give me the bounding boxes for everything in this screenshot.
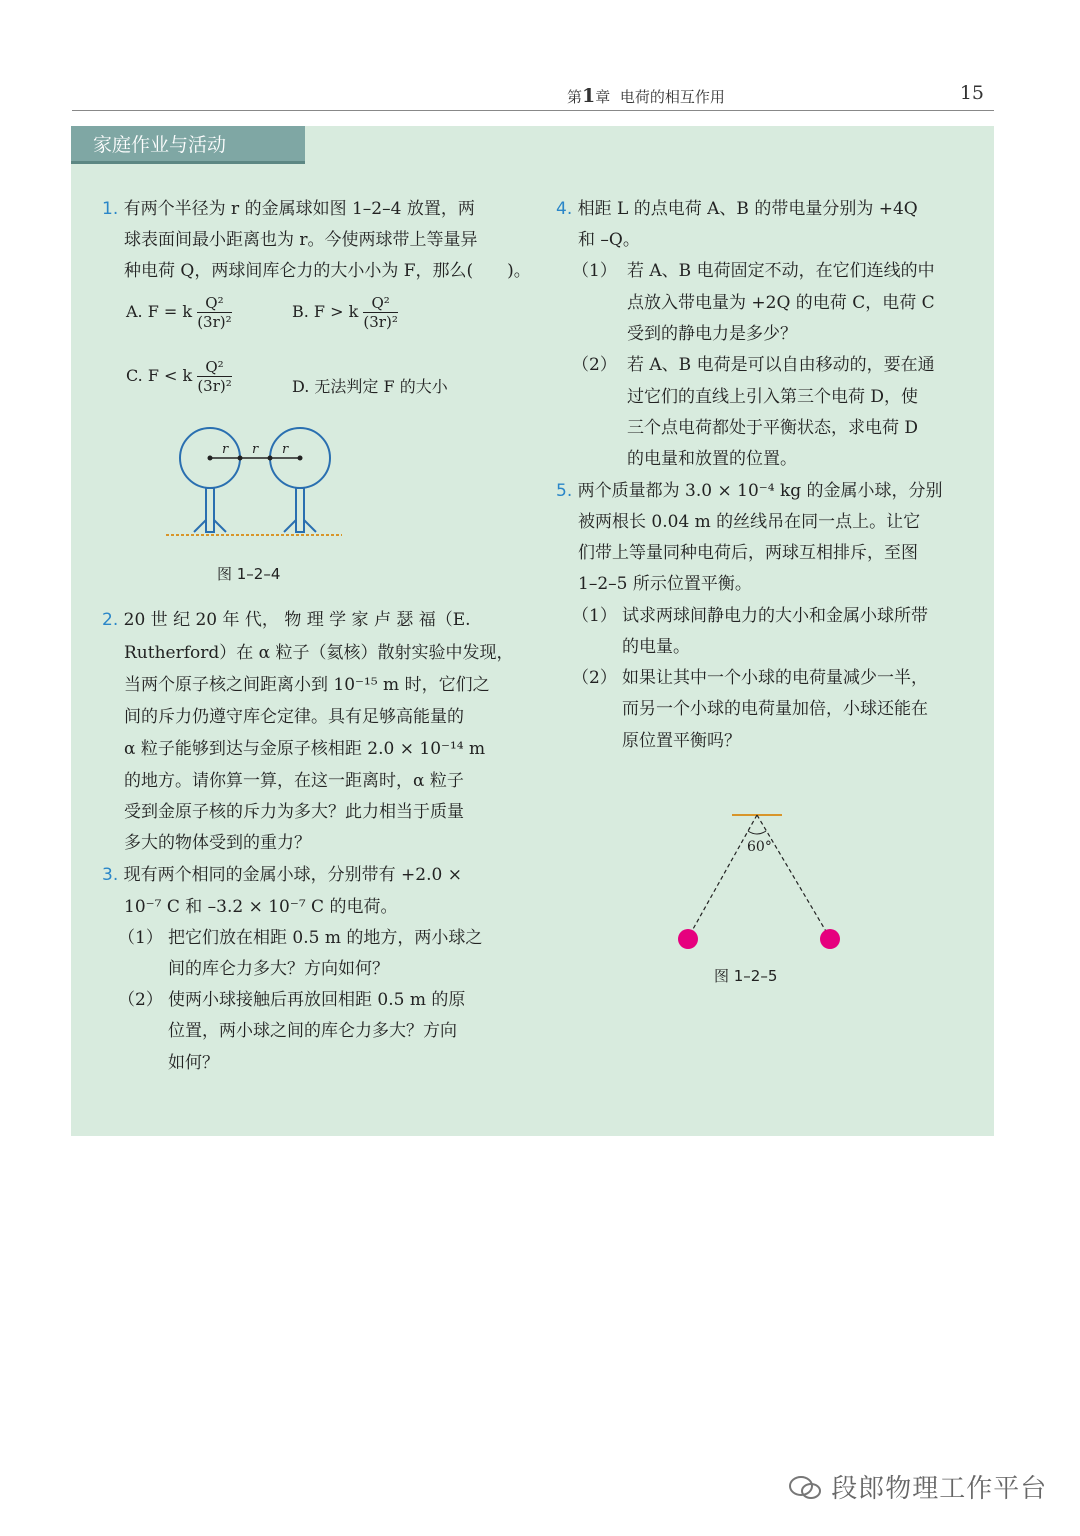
figure-caption-1-2-4: 图 1–2–4 xyxy=(217,565,281,583)
q3-sub2-line-2: 位置，两小球之间的库仑力多大？方向 xyxy=(168,1021,457,1041)
q4-sub1-line-2: 点放入带电量为 +2Q 的电荷 C，电荷 C xyxy=(627,293,935,313)
q3-line-2: 10⁻⁷ C 和 –3.2 × 10⁻⁷ C 的电荷。 xyxy=(124,897,398,917)
charged-ball-left xyxy=(678,929,698,949)
q5-line-4: 1–2–5 所示位置平衡。 xyxy=(578,574,752,594)
stand-left xyxy=(206,488,214,532)
q4-sub2-line-2: 过它们的直线上引入第三个电荷 D，使 xyxy=(627,387,919,407)
q5-sub2-line-3: 原位置平衡吗？ xyxy=(622,731,741,751)
svg-text:r: r xyxy=(222,442,229,457)
q5-line-2: 被两根长 0.04 m 的丝线吊在同一点上。让它 xyxy=(578,512,921,532)
page-header xyxy=(72,82,994,111)
figure-caption-1-2-5: 图 1–2–5 xyxy=(714,967,778,985)
q2-line-2: Rutherford）在 α 粒子（氦核）散射实验中发现， xyxy=(124,643,514,663)
angle-arc xyxy=(748,831,766,834)
q2-line-4: 间的斥力仍遵守库仑定律。具有足够高能量的 xyxy=(124,707,464,727)
q1-line-1: 1. 有两个半径为 r 的金属球如图 1–2–4 放置，两 xyxy=(102,199,475,219)
q1-option-b: B. F > k $\frac{\text{Q²}}{\text{(3r)²}}$ xyxy=(292,294,398,331)
q5-sub2-line-1: 如果让其中一个小球的电荷量减少一半， xyxy=(622,668,928,688)
q4-sub2-line-1: 若 A、B 电荷是可以自由移动的，要在通 xyxy=(627,355,935,375)
q5-sub1-line-1: 试求两球间静电力的大小和金属小球所带 xyxy=(622,606,928,626)
q5-sub2-line-2: 而另一个小球的电荷量加倍，小球还能在 xyxy=(622,699,928,719)
svg-text:r: r xyxy=(252,442,259,457)
q4-line-2: 和 –Q。 xyxy=(578,230,640,250)
q5-sub1-line-2: 的电量。 xyxy=(622,637,690,657)
q4-sub1-label: （1） xyxy=(572,261,617,281)
q2-line-1: 2. 20 世 纪 20 年 代， 物 理 学 家 卢 瑟 福（E. xyxy=(102,610,471,630)
q2-line-7: 受到金原子核的斥力为多大？此力相当于质量 xyxy=(124,802,464,822)
q4-sub1-line-3: 受到的静电力是多少？ xyxy=(627,324,797,344)
svg-text:r: r xyxy=(282,442,289,457)
q2-line-3: 当两个原子核之间距离小到 10⁻¹⁵ m 时，它们之 xyxy=(124,675,490,695)
q3-sub1-line-2: 间的库仑力多大？方向如何？ xyxy=(168,959,389,979)
q4-sub2-line-3: 三个点电荷都处于平衡状态，求电荷 D xyxy=(627,418,919,438)
q5-sub1-label: （1） xyxy=(572,606,617,626)
q3-sub2-label: （2） xyxy=(118,990,163,1010)
q3-sub1-label: （1） xyxy=(118,928,163,948)
q4-sub2-line-4: 的电量和放置的位置。 xyxy=(627,449,797,469)
q5-line-3: 们带上等量同种电荷后，两球互相排斥，至图 xyxy=(578,543,918,563)
figure-1-2-4 xyxy=(160,420,350,545)
wechat-icon xyxy=(788,1475,822,1501)
stand-right xyxy=(296,488,304,532)
watermark: 段郎物理工作平台 xyxy=(788,1468,1047,1505)
q5-line-1: 5. 两个质量都为 3.0 × 10⁻⁴ kg 的金属小球，分别 xyxy=(556,481,943,501)
q5-sub2-label: （2） xyxy=(572,668,617,688)
q1-option-a: A. F = k $\frac{\text{Q²}}{\text{(3r)²}}$ xyxy=(126,294,232,331)
q3-sub2-line-3: 如何？ xyxy=(168,1053,219,1073)
q2-line-8: 多大的物体受到的重力？ xyxy=(124,833,311,853)
chapter-title: 第1章 电荷的相互作用 xyxy=(567,85,725,107)
q1-option-d: D. 无法判定 F 的大小 xyxy=(292,377,448,396)
q3-sub1-line-1: 把它们放在相距 0.5 m 的地方，两小球之 xyxy=(168,928,483,948)
charged-ball-right xyxy=(820,929,840,949)
q3-line-1: 3. 现有两个相同的金属小球，分别带有 +2.0 × xyxy=(102,865,462,885)
figure-1-2-5 xyxy=(660,805,860,955)
q1-option-c: C. F < k $\frac{\text{Q²}}{\text{(3r)²}}$ xyxy=(126,358,232,395)
section-title: 家庭作业与活动 xyxy=(71,126,305,164)
q1-line-3: 种电荷 Q，两球间库仑力的大小小为 F，那么( )。 xyxy=(124,261,531,281)
q4-sub2-label: （2） xyxy=(572,355,617,375)
svg-text:60°: 60° xyxy=(747,839,772,855)
q1-line-2: 球表面间最小距离也为 r。今使两球带上等量异 xyxy=(124,230,478,250)
thread-left xyxy=(688,815,757,938)
q2-line-5: α 粒子能够到达与金原子核相距 2.0 × 10⁻¹⁴ m xyxy=(124,739,486,759)
q4-line-1: 4. 相距 L 的点电荷 A、B 的带电量分别为 +4Q xyxy=(556,199,918,219)
q2-line-6: 的地方。请你算一算，在这一距离时，α 粒子 xyxy=(124,771,464,791)
q3-sub2-line-1: 使两小球接触后再放回相距 0.5 m 的原 xyxy=(168,990,466,1010)
page-number: 15 xyxy=(959,82,984,104)
thread-right xyxy=(757,815,830,938)
q4-sub1-line-1: 若 A、B 电荷固定不动，在它们连线的中 xyxy=(627,261,935,281)
